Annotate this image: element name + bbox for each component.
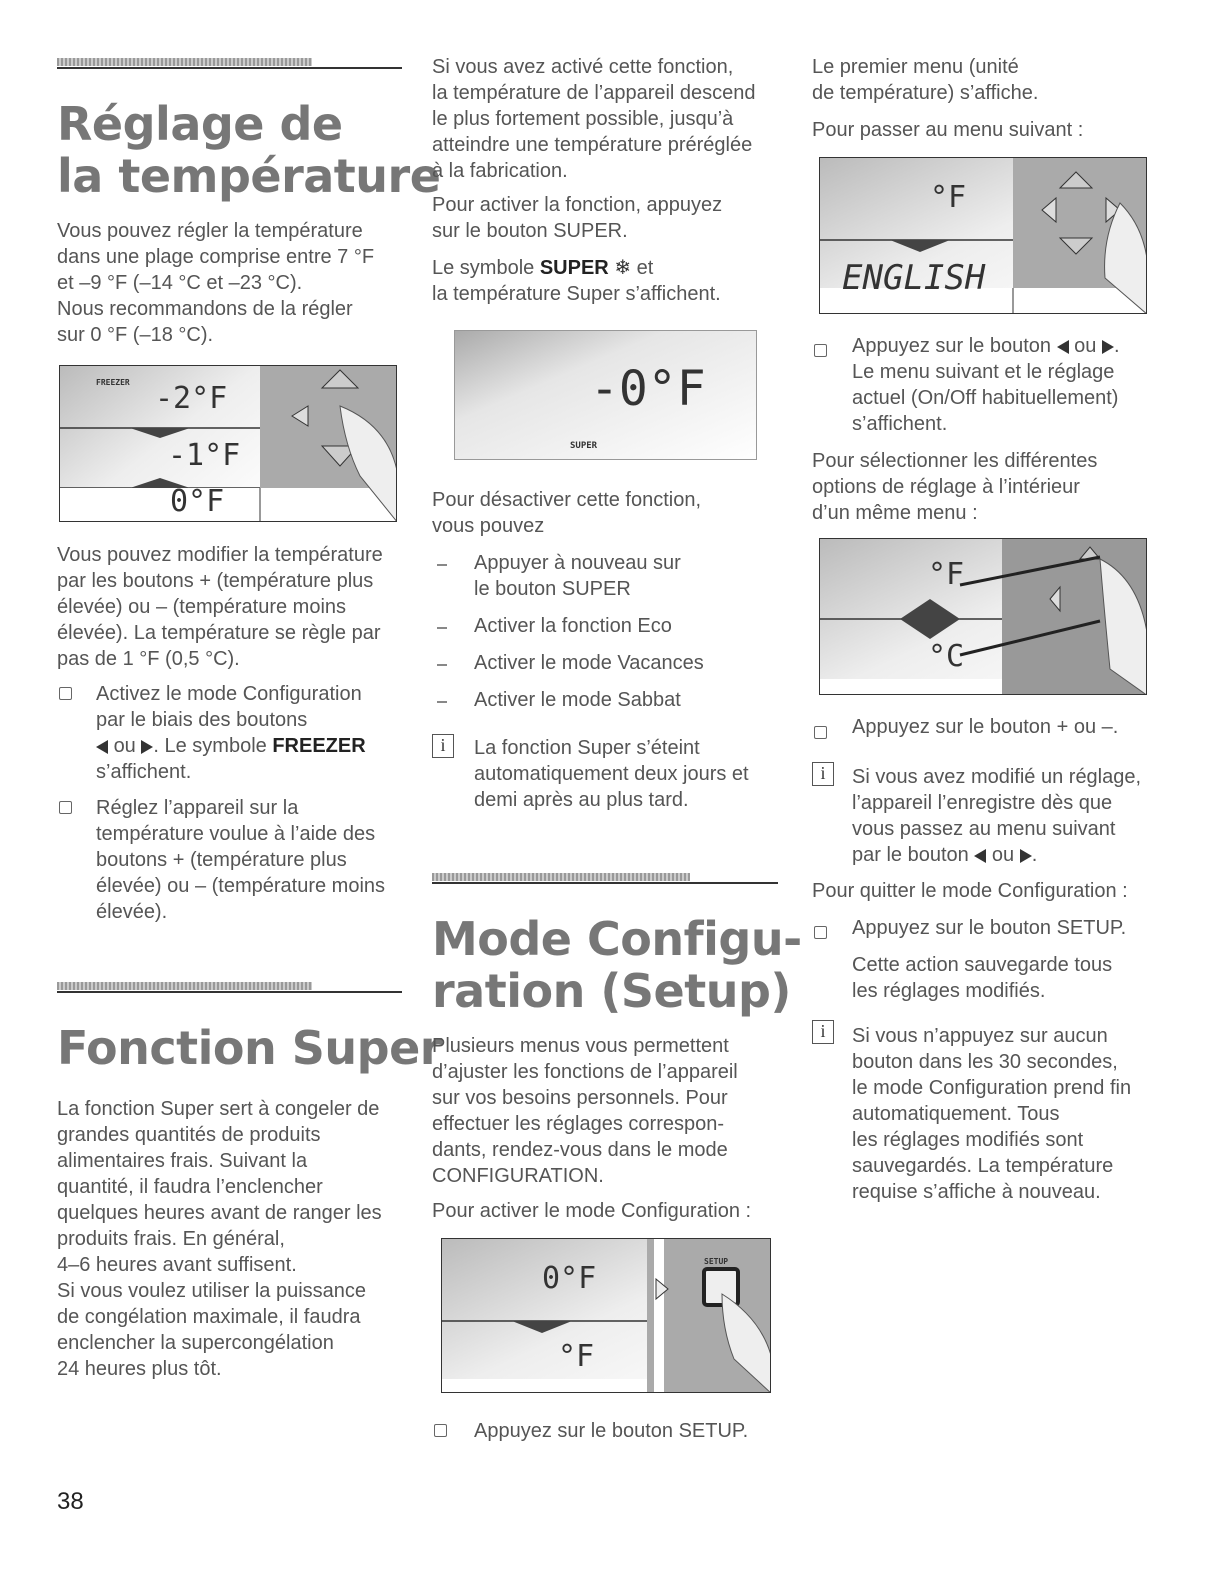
info-icon: i (812, 762, 834, 786)
menu-lcd-row-1: °F (930, 180, 967, 215)
next-menu-text: Pour passer au menu suivant : (812, 119, 1084, 141)
super-function-text: La fonction Super sert à congeler de grandes quantités de produits alimentaires frais. Suivant la quantité, il faudra l’enclencher quelques heures avant de ranger les produits frais. En général, 4–6 heures avant suffisent. Si vous voulez utiliser la puissance de congélation maximale, il faudra enclencher la supercongélation 24 heures plus tôt. (57, 1098, 382, 1380)
list-item: Activer le mode Sabbat (474, 689, 681, 711)
info-saved-text: Si vous avez modifié un réglage, l’appareil l’enregistre dès que vous passez au menu suivant par le bouton ou . (852, 766, 1142, 866)
step-press-setup: Appuyez sur le bouton SETUP. (474, 1420, 749, 1442)
super-desc-text: Si vous avez activé cette fonction, la température de l’appareil descend le plus fortement possible, jusqu’à atteindre une température préréglée à la fabrication. (432, 56, 756, 182)
section-title: Mode Configu- ration (Setup) (432, 912, 802, 1018)
setup-activate-text: Pour activer le mode Configuration : (432, 1200, 752, 1222)
step-checkbox (814, 726, 827, 739)
info-icon: i (432, 734, 454, 758)
section-title: Fonction Super (57, 1021, 442, 1075)
options-panel-illustration (819, 538, 1147, 695)
right-arrow-icon (1102, 340, 1114, 354)
section-rule (432, 873, 778, 885)
setup-mode-text: Plusieurs menus vous permettent d’ajuster les fonctions de l’appareil sur vos besoins personnels. Pour effectuer les réglages correspon- dants, rendez-vous dans le mode CONFIGURATION. (432, 1035, 738, 1187)
list-dash (437, 564, 447, 566)
info-icon: i (812, 1020, 834, 1044)
step-checkbox (814, 926, 827, 939)
intro-text: Vous pouvez régler la température dans une plage comprise entre 7 °F et –9 °F (–14 °C et –23 °C). Nous recommandons de la régler sur 0 °F (–18 °C). (57, 220, 375, 346)
setup-panel-illustration (441, 1238, 771, 1393)
left-arrow-icon (974, 849, 986, 863)
info-timeout-text: Si vous n’appuyez sur aucun bouton dans les 30 secondes, le mode Configuration prend fin automatiquement. Tous les réglages modifiés sont sauvegardés. La température requise s’affiche à nouveau. (852, 1025, 1132, 1203)
setup-lcd-row-2: °F (558, 1339, 595, 1374)
option-lcd-row-2: °C (928, 639, 965, 674)
snowflake-icon: ❄ (614, 257, 632, 279)
lcd-row-2: -1°F (168, 438, 241, 473)
section-title: Réglage de la température (57, 97, 441, 203)
setup-button-label: SETUP (704, 1257, 729, 1266)
right-arrow-icon (1020, 849, 1032, 863)
step-checkbox (434, 1424, 447, 1437)
super-deactivate-text: Pour désactiver cette fonction, vous pouvez (432, 489, 702, 537)
save-note-text: Cette action sauvegarde tous les réglages modifiés. (852, 954, 1113, 1002)
modify-text: Vous pouvez modifier la température par les boutons + (température plus élevée) ou – (température moins élevée). La température se règle par pas de 1 °F (0,5 °C). (57, 544, 383, 670)
lcd-row-1: -2°F (155, 381, 228, 416)
lcd-row-3: 0°F (170, 484, 225, 519)
step-press-arrow: Appuyez sur le bouton ou . Le menu suivant et le réglage actuel (On/Off habituellement) s’affichent. (852, 335, 1120, 435)
right-arrow-icon (141, 740, 153, 754)
left-arrow-icon (1057, 340, 1069, 354)
option-lcd-row-1: °F (928, 557, 965, 592)
step-checkbox (814, 344, 827, 357)
step-checkbox (59, 687, 72, 700)
step-set-temperature: Réglez l’appareil sur la température voulue à l’aide des boutons + (température plus élevée) ou – (température moins élevée). (96, 797, 386, 923)
section-rule (57, 982, 402, 994)
list-item: Activer la fonction Eco (474, 615, 672, 637)
list-dash (437, 664, 447, 666)
freezer-label: FREEZER (96, 378, 130, 387)
super-activate-text: Pour activer la fonction, appuyez sur le bouton SUPER. (432, 194, 723, 242)
list-item: Activer le mode Vacances (474, 652, 704, 674)
step-checkbox (59, 801, 72, 814)
step-press-setup: Appuyez sur le bouton SETUP. (852, 917, 1127, 939)
menu-lcd-row-2: ENGLISH (842, 258, 986, 298)
page-number: 38 (57, 1488, 84, 1515)
first-menu-text: Le premier menu (unité de température) s’affiche. (812, 56, 1039, 104)
list-item: Appuyer à nouveau sur le bouton SUPER (474, 552, 681, 600)
quit-config-text: Pour quitter le mode Configuration : (812, 880, 1128, 902)
setup-lcd-row-1: 0°F (542, 1261, 597, 1296)
super-label: SUPER (570, 441, 598, 451)
super-symbol-text: Le symbole SUPER ❄ et la température Super s’affichent. (432, 257, 721, 305)
super-display-illustration (454, 330, 757, 460)
menu-panel-illustration (819, 157, 1147, 314)
list-dash (437, 627, 447, 629)
freezer-panel-illustration (59, 365, 397, 522)
super-info-text: La fonction Super s’éteint automatiquement deux jours et demi après au plus tard. (474, 737, 749, 811)
left-arrow-icon (96, 740, 108, 754)
list-dash (437, 701, 447, 703)
step-activate-config: Activez le mode Configuration par le biais des boutons ou . Le symbole FREEZER s’affichent. (96, 683, 366, 783)
step-press-plus-minus: Appuyez sur le bouton + ou –. (852, 716, 1119, 738)
select-options-text: Pour sélectionner les différentes options de réglage à l’intérieur d’un même menu : (812, 450, 1098, 524)
section-rule (57, 58, 402, 70)
super-lcd-value: -0°F (590, 361, 706, 417)
